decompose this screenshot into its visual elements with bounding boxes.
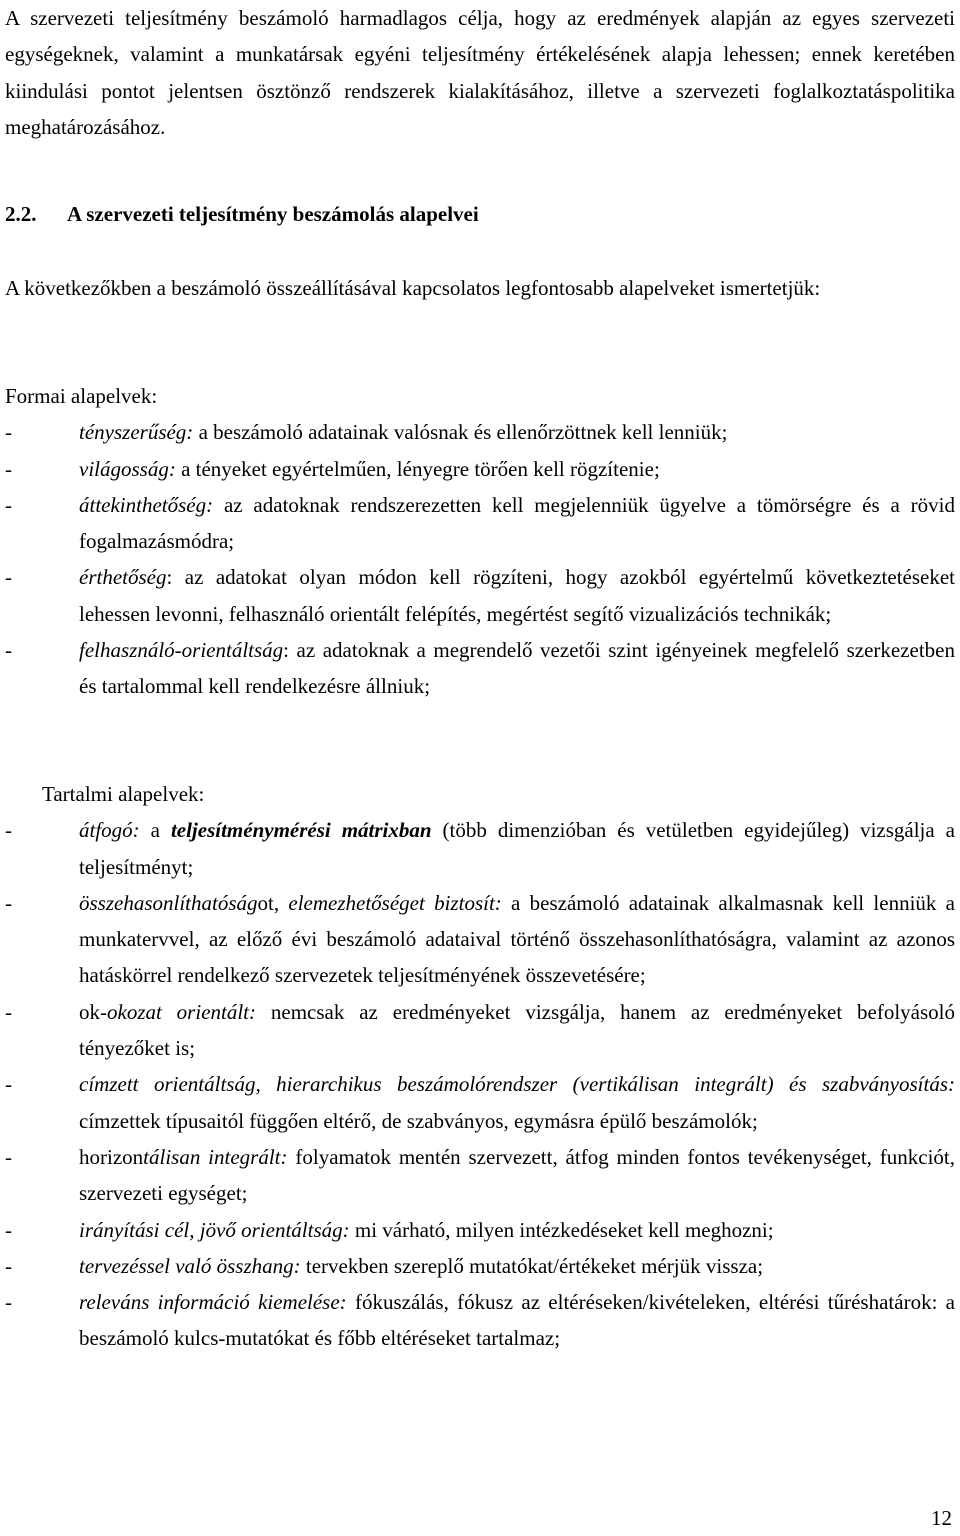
list-dash: - bbox=[5, 565, 12, 590]
list-dash: - bbox=[5, 890, 12, 915]
principle-text-part: címzett orientáltság, hierarchikus beszámolórendszer (vertikálisan integrált) és szabványosítás: bbox=[79, 1072, 955, 1097]
formal-principle-item bbox=[5, 632, 955, 705]
section-number: 2.2. bbox=[5, 202, 37, 226]
principle-text-part: tálisan integrált: bbox=[143, 1144, 288, 1169]
formal-principle-item bbox=[5, 559, 955, 632]
content-principles-list bbox=[5, 812, 955, 1356]
section-heading bbox=[5, 196, 479, 232]
list-dash: - bbox=[5, 1253, 12, 1278]
principle-text-part: horizon bbox=[79, 1144, 144, 1169]
content-principle-item bbox=[5, 1139, 955, 1212]
formal-principles-title: Formai alapelvek: bbox=[5, 384, 158, 408]
list-dash: - bbox=[5, 1217, 12, 1242]
principle-text-part: folyamatok mentén szervezett, átfog minden fontos tevékenységet, funkciót, szervezeti egységet; bbox=[79, 1144, 955, 1206]
principle-term: felhasználó-orientáltság bbox=[79, 638, 284, 663]
list-dash: - bbox=[5, 999, 12, 1024]
principle-text: az adatoknak rendszerezetten kell megjelenniük ügyelve a tömörségre és a rövid fogalmazásmódra; bbox=[79, 492, 955, 554]
principle-text: : az adatoknak a megrendelő vezetői szint igényeinek megfelelő szerkezetben és tartalommal kell rendelkezésre állniuk; bbox=[79, 638, 955, 699]
list-dash: - bbox=[5, 420, 12, 445]
principle-text-part: tervezéssel való összhang: bbox=[79, 1253, 301, 1278]
principle-text-part: mi várható, milyen intézkedéseket kell meghozni; bbox=[349, 1217, 774, 1242]
principle-text-part: releváns információ kiemelése: bbox=[79, 1290, 347, 1315]
lead-paragraph: A következőkben a beszámoló összeállításával kapcsolatos legfontosabb alapelveket ismertetjük: bbox=[5, 276, 821, 300]
formal-principles-list bbox=[5, 414, 955, 704]
principle-text-part: tervekben szereplő mutatókat/értékeket mérjük vissza; bbox=[300, 1253, 764, 1278]
principle-text-part: összehasonlíthatóság bbox=[79, 890, 258, 915]
principle-text-part: a bbox=[139, 818, 171, 843]
page-number: 12 bbox=[931, 1506, 952, 1530]
principle-text-part: okozat orientált: bbox=[107, 999, 257, 1024]
content-principle-item bbox=[5, 1284, 955, 1357]
list-dash: - bbox=[5, 638, 12, 663]
content-principle-item bbox=[5, 885, 955, 994]
formal-principle-item bbox=[5, 487, 955, 560]
principle-text: a beszámoló adatainak valósnak és ellenőrzöttnek kell lenniük; bbox=[193, 420, 728, 445]
list-dash: - bbox=[5, 456, 12, 481]
content-principle-item bbox=[5, 994, 955, 1067]
principle-text-part: (több dimenzióban és vetületben egyidejűleg) vizsgálja a teljesítményt; bbox=[79, 818, 956, 879]
list-dash: - bbox=[5, 492, 12, 517]
list-dash: - bbox=[5, 818, 12, 843]
formal-principle-item bbox=[5, 414, 955, 450]
principle-text-part: átfogó: bbox=[79, 818, 140, 843]
principle-text-part: a beszámoló adatainak alkalmasnak kell lenniük a munkatervvel, az előző évi beszámoló adataival történő összehasonlíthatóságra, valamint az azonos hatáskörrel rendelkező szervezetek teljesítményének összevetésére; bbox=[79, 890, 955, 988]
principle-text-part: teljesítménymérési mátrixban bbox=[170, 818, 432, 843]
content-principle-item bbox=[5, 1066, 955, 1139]
formal-principle-item bbox=[5, 451, 955, 487]
intro-paragraph: A szervezeti teljesítmény beszámoló harmadlagos célja, hogy az eredmények alapján az egyes szervezeti egységeknek, valamint a munkatársak egyéni teljesítmény értékelésének alapja lehessen; ennek keretében kiindulási pontot jelentsen ösztönző rendszerek kialakításához, illetve a szervezeti foglalkoztatáspolitika meghatározásához. bbox=[5, 6, 955, 139]
formal-principles bbox=[5, 378, 955, 705]
content-principle-item bbox=[5, 812, 955, 885]
principle-text: a tényeket egyértelműen, lényegre törően kell rögzítenie; bbox=[175, 456, 660, 481]
principle-text-part: elemezhetőséget biztosít: bbox=[288, 890, 502, 915]
principle-text-part: címzettek típusaitól függően eltérő, de szabványos, egymásra épülő beszámolók; bbox=[79, 1108, 758, 1133]
principle-term: tényszerűség: bbox=[79, 420, 194, 445]
list-dash: - bbox=[5, 1144, 12, 1169]
principle-text-part: nemcsak az eredményeket vizsgálja, hanem az eredményeket befolyásoló tényezőket is; bbox=[79, 999, 956, 1061]
principle-text-part: irányítási cél, jövő orientáltság: bbox=[79, 1217, 350, 1242]
principle-term: érthetőség bbox=[79, 565, 167, 590]
principle-text-part: ot, bbox=[257, 890, 289, 915]
list-dash: - bbox=[5, 1072, 12, 1097]
principle-text-part: ok- bbox=[79, 999, 107, 1024]
principle-text-part: fókuszálás, fókusz az eltéréseken/kivételeken, eltérési tűréshatárok: a beszámoló kulcs-mutatókat és főbb eltéréseket tartalmaz; bbox=[79, 1290, 955, 1351]
list-dash: - bbox=[5, 1290, 12, 1315]
principle-text: : az adatokat olyan módon kell rögzíteni, hogy azokból egyértelmű következtetéseket lehessen levonni, felhasználó orientált felépítés, megértést segítő vizualizációs technikák; bbox=[79, 565, 955, 626]
principle-term: áttekinthetőség: bbox=[79, 492, 214, 517]
content-principle-item bbox=[5, 1212, 955, 1248]
principle-term: világosság: bbox=[79, 456, 176, 481]
content-principle-item bbox=[5, 1248, 955, 1284]
section-title: A szervezeti teljesítmény beszámolás alapelvei bbox=[67, 202, 479, 226]
content-principles-title: Tartalmi alapelvek: bbox=[42, 782, 205, 806]
content-principles bbox=[5, 776, 955, 1357]
